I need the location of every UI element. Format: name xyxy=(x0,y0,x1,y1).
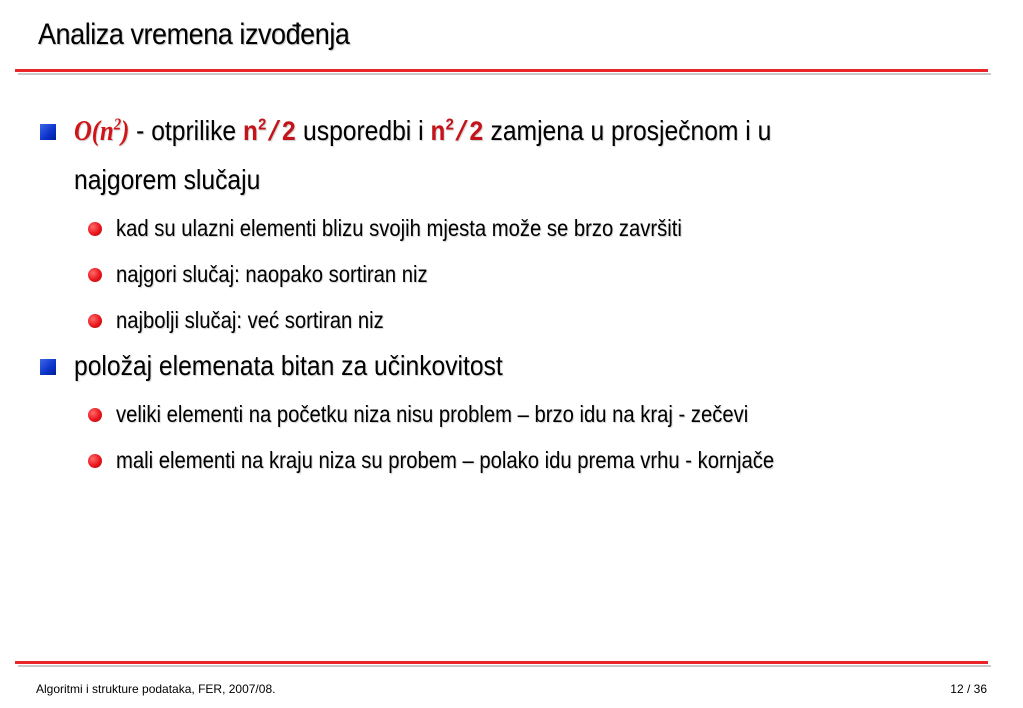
bullet-text: položaj elemenata bitan za učinkovitost xyxy=(74,350,503,381)
sub-bullet-text: mali elementi na kraju niza su probem – polako idu prema vrhu - kornjače xyxy=(116,447,775,473)
sub-bullet-text: kad su ulazni elementi blizu svojih mjesta može se brzo završiti xyxy=(116,215,682,241)
bullet-item xyxy=(40,108,990,203)
code-expression: $n^2/2$ xyxy=(430,116,484,149)
sub-bullet-item xyxy=(40,205,990,251)
complexity-notation: $O(n^2)$ xyxy=(74,114,130,147)
footer-course: Algoritmi i strukture podataka, FER, 2007/08. xyxy=(36,682,276,696)
round-bullet-icon xyxy=(88,454,102,468)
round-bullet-icon xyxy=(88,222,102,236)
page-number: 12 / 36 xyxy=(950,682,987,696)
slide-content xyxy=(40,108,990,483)
bullet-text-continuation: najgorem slučaju xyxy=(74,164,261,195)
sub-bullet-text: najbolji slučaj: već sortiran niz xyxy=(116,307,384,333)
sub-bullet-text: veliki elementi na početku niza nisu problem – brzo idu na kraj - zečevi xyxy=(116,401,749,427)
square-bullet-icon xyxy=(40,124,56,140)
footer-divider xyxy=(15,661,988,664)
square-bullet-icon xyxy=(40,359,56,375)
bullet-text: - otprilike xyxy=(129,115,243,146)
slide-title: Analiza vremena izvođenja xyxy=(38,18,350,51)
sub-bullet-text: najgori slučaj: naopako sortiran niz xyxy=(116,261,428,287)
bullet-text: usporedbi i xyxy=(296,115,431,146)
round-bullet-icon xyxy=(88,314,102,328)
code-expression: $n^2/2$ xyxy=(242,116,297,149)
sub-bullet-item xyxy=(40,437,990,483)
sub-bullet-item xyxy=(40,251,990,297)
bullet-item xyxy=(40,343,990,389)
sub-bullet-item xyxy=(40,297,990,343)
round-bullet-icon xyxy=(88,408,102,422)
sub-bullet-item xyxy=(40,391,990,437)
round-bullet-icon xyxy=(88,268,102,282)
title-divider xyxy=(15,69,988,72)
bullet-text: zamjena u prosječnom i u xyxy=(483,115,772,146)
